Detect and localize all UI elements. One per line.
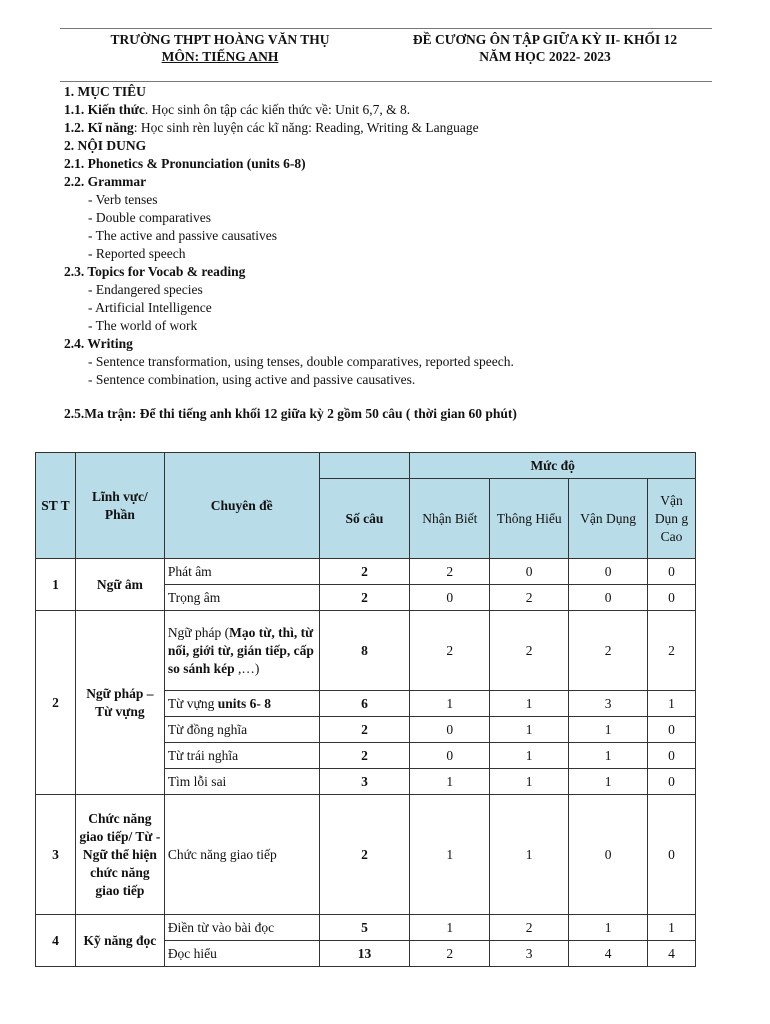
value-cell: 1 <box>490 717 569 743</box>
value-cell: 2 <box>648 611 696 691</box>
value-cell: 2 <box>410 559 490 585</box>
value-cell: 1 <box>410 915 490 941</box>
count-cell: 2 <box>319 585 410 611</box>
value-cell: 0 <box>569 585 648 611</box>
header-count: Số câu <box>319 479 410 559</box>
label: 1.2. Kĩ năng <box>64 120 134 135</box>
stt-cell: 3 <box>36 795 76 915</box>
header-blank <box>319 453 410 479</box>
value-cell: 0 <box>410 717 490 743</box>
topic-prefix: Từ vựng <box>167 695 218 711</box>
count-cell: 6 <box>319 691 410 717</box>
value-cell: 1 <box>569 717 648 743</box>
value-cell: 2 <box>490 611 569 691</box>
count-cell: 2 <box>319 795 410 915</box>
stt-cell: 2 <box>36 611 76 795</box>
value-cell: 2 <box>490 915 569 941</box>
header-stt: ST T <box>36 453 76 559</box>
value-cell: 0 <box>648 717 696 743</box>
list-item: - Endangered species <box>88 282 203 297</box>
value-cell: 1 <box>410 795 490 915</box>
header-recognition: Nhận Biết <box>410 479 490 559</box>
document-title: ĐỀ CƯƠNG ÔN TẬP GIỮA KỲ II- KHỐI 12 <box>412 32 678 47</box>
table-row <box>36 795 696 915</box>
value-cell: 2 <box>410 611 490 691</box>
value-cell: 0 <box>410 743 490 769</box>
topic-cell <box>164 611 319 691</box>
list-item: - The active and passive causatives <box>88 228 278 243</box>
topic-cell: Đọc hiểu <box>164 941 319 967</box>
header-application: Vận Dụng <box>569 479 648 559</box>
header-topic: Chuyên đề <box>164 453 319 559</box>
value-cell: 3 <box>490 941 569 967</box>
school-year: NĂM HỌC 2022- 2023 <box>479 49 611 64</box>
value-cell: 1 <box>569 915 648 941</box>
text: . Học sinh ôn tập các kiến thức về: Unit 6,7, & 8. <box>144 102 411 117</box>
value-cell: 0 <box>569 559 648 585</box>
table-row <box>36 611 696 691</box>
label: 1.1. Kiến thức <box>64 102 145 117</box>
topic-cell: Điền từ vào bài đọc <box>164 915 319 941</box>
subsection-heading: 2.1. Phonetics & Pronunciation (units 6-8) <box>64 156 306 171</box>
value-cell: 2 <box>410 941 490 967</box>
list-item: - Sentence transformation, using tenses, double comparatives, reported speech. <box>88 354 514 369</box>
value-cell: 2 <box>569 611 648 691</box>
header-understanding: Thông Hiểu <box>490 479 569 559</box>
topic-bold: units 6- 8 <box>217 695 271 711</box>
value-cell: 1 <box>569 743 648 769</box>
topic-cell <box>164 691 319 717</box>
table-row <box>36 559 696 585</box>
subject-name: MÔN: TIẾNG ANH <box>161 49 279 64</box>
header-high-application: Vận Dụn g Cao <box>648 479 696 559</box>
matrix-table <box>35 452 696 967</box>
value-cell: 1 <box>490 691 569 717</box>
list-item: - Artificial Intelligence <box>88 300 212 315</box>
list-item: - Sentence combination, using active and passive causatives. <box>88 372 416 387</box>
value-cell: 1 <box>410 691 490 717</box>
text: : Học sinh rèn luyện các kĩ năng: Reading, Writing & Language <box>133 120 479 135</box>
table-header-row <box>36 453 696 479</box>
header-area: Lĩnh vực/ Phần <box>75 453 164 559</box>
value-cell: 1 <box>569 769 648 795</box>
value-cell: 1 <box>490 769 569 795</box>
count-cell: 8 <box>319 611 410 691</box>
topic-cell: Chức năng giao tiếp <box>164 795 319 915</box>
list-item: - Verb tenses <box>88 192 158 207</box>
subsection-heading: 2.4. Writing <box>64 336 133 351</box>
value-cell: 2 <box>490 585 569 611</box>
value-cell: 1 <box>490 795 569 915</box>
count-cell: 2 <box>319 743 410 769</box>
objective-knowledge <box>64 101 724 119</box>
area-cell: Ngữ pháp – Từ vựng <box>75 611 164 795</box>
value-cell: 0 <box>648 559 696 585</box>
section-heading: 1. MỤC TIÊU <box>64 84 146 99</box>
header-left <box>60 31 380 65</box>
count-cell: 13 <box>319 941 410 967</box>
value-cell: 4 <box>648 941 696 967</box>
topic-cell: Từ trái nghĩa <box>164 743 319 769</box>
value-cell: 3 <box>569 691 648 717</box>
topic-bold: Mạo từ, thì, từ nối, giới từ, gián tiếp, cấp so sánh kép <box>167 624 314 676</box>
value-cell: 0 <box>648 585 696 611</box>
value-cell: 1 <box>648 915 696 941</box>
stt-cell: 4 <box>36 915 76 967</box>
topic-cell: Từ đồng nghĩa <box>164 717 319 743</box>
count-cell: 2 <box>319 717 410 743</box>
value-cell: 0 <box>648 743 696 769</box>
value-cell: 0 <box>648 769 696 795</box>
list-item: - Double comparatives <box>88 210 211 225</box>
objective-skills <box>64 119 724 137</box>
matrix-title: 2.5.Ma trận: Để thi tiếng anh khối 12 giữa kỳ 2 gồm 50 câu ( thời gian 60 phút) <box>64 406 517 421</box>
count-cell: 2 <box>319 559 410 585</box>
count-cell: 3 <box>319 769 410 795</box>
topic-cell: Tìm lỗi sai <box>164 769 319 795</box>
list-item: - Reported speech <box>88 246 186 261</box>
table-row <box>36 915 696 941</box>
value-cell: 1 <box>490 743 569 769</box>
area-cell: Kỹ năng đọc <box>75 915 164 967</box>
area-cell: Ngữ âm <box>75 559 164 611</box>
value-cell: 1 <box>648 691 696 717</box>
value-cell: 0 <box>648 795 696 915</box>
count-cell: 5 <box>319 915 410 941</box>
value-cell: 0 <box>490 559 569 585</box>
document-body <box>64 83 724 423</box>
value-cell: 0 <box>569 795 648 915</box>
stt-cell: 1 <box>36 559 76 611</box>
value-cell: 0 <box>410 585 490 611</box>
header-right <box>378 31 712 65</box>
topic-cell: Phát âm <box>164 559 319 585</box>
area-cell: Chức năng giao tiếp/ Từ - Ngữ thể hiện chức năng giao tiếp <box>75 795 164 915</box>
topic-prefix: Ngữ pháp ( <box>167 624 230 640</box>
topic-cell: Trọng âm <box>164 585 319 611</box>
value-cell: 4 <box>569 941 648 967</box>
document-header <box>60 28 712 82</box>
subsection-heading: 2.3. Topics for Vocab & reading <box>64 264 246 279</box>
header-level: Mức độ <box>410 453 696 479</box>
list-item: - The world of work <box>88 318 198 333</box>
section-heading: 2. NỘI DUNG <box>64 138 147 153</box>
topic-suffix: ,…) <box>234 660 260 676</box>
subsection-heading: 2.2. Grammar <box>64 174 147 189</box>
school-name: TRƯỜNG THPT HOÀNG VĂN THỤ <box>110 32 330 47</box>
value-cell: 1 <box>410 769 490 795</box>
